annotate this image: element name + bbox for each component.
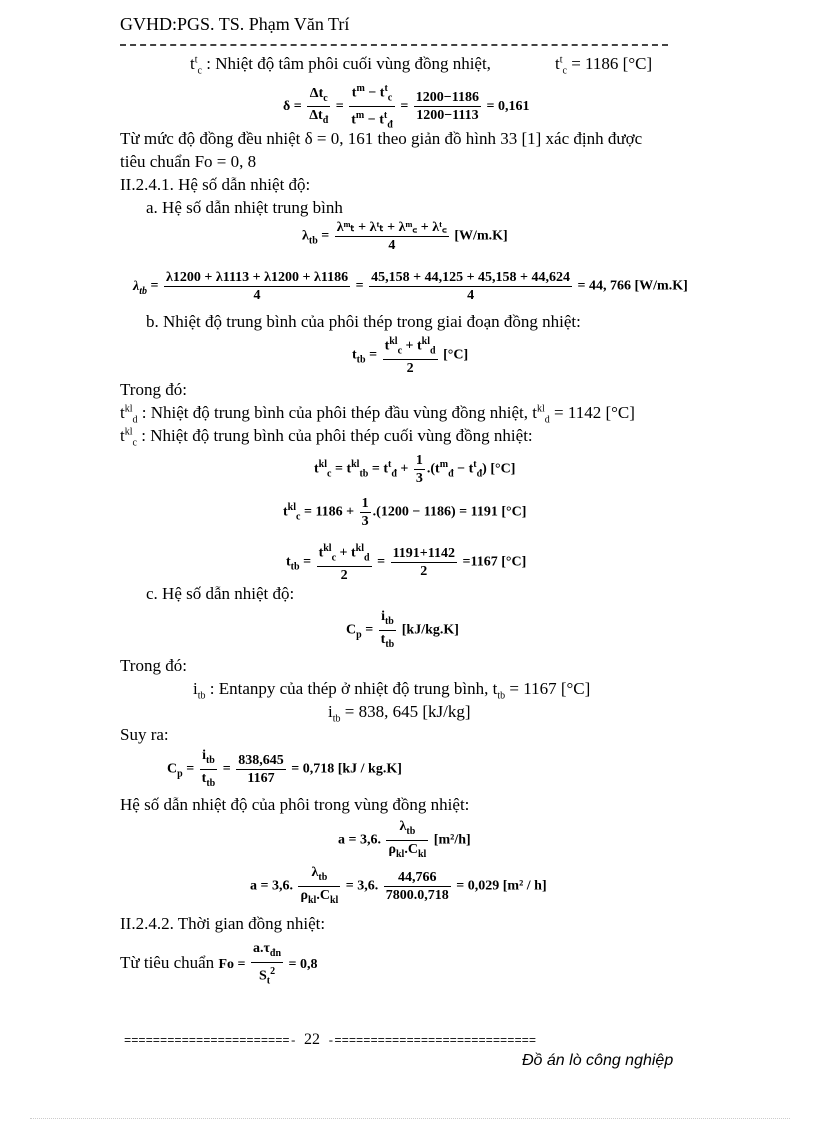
- ttb-equation: $t_{tb}$ = $\frac{t^{kl}_c + t^{kl}_d}{2}$ [°C]: [352, 333, 468, 377]
- lambda-tb-equation: $\lambda_{tb}$ = $\frac{\text{λᵐₜ + λᵗₜ + λᵐ꜀ + λᵗ꜀}}{4}$ [W/m.K]: [302, 220, 508, 253]
- cp-numeric-equation: $C_p$ = $\frac{i_{tb}}{t_{tb}}$ = $\frac{838,645}{1167}$ = 0,718 [kJ / kg.K]: [167, 748, 402, 789]
- fo-line: Từ tiêu chuẩn Fo = $\frac{a.\tau_{đn}}{S_t^2}$ = 0,8: [120, 941, 318, 987]
- footer-line: =======================- 22 -============================: [124, 1031, 537, 1048]
- a-equation: a = 3,6. $\frac{\lambda_{tb}}{\rho_{kl}.C_{kl}}$ [m²/h]: [338, 819, 471, 860]
- tc-definition: $t^t_c$ : Nhiệt độ tâm phôi cuối vùng đồng nhiệt,: [190, 54, 491, 77]
- delta-equation: δ = $\frac{\Delta t_c}{\Delta t_đ}$ = $\frac{t^m - t^t_c}{t^m - t^t_đ}$ = $\frac{1200-1186}{1200-1113}$ = 0,161: [283, 80, 530, 134]
- item-b-label: b. Nhiệt độ trung bình của phôi thép trong giai đoạn đồng nhiệt:: [146, 312, 581, 331]
- header-title: GVHD:PGS. TS. Phạm Văn Trí: [120, 14, 350, 34]
- tc-def-symbol: t: [190, 54, 195, 73]
- lambda-tb-numeric: $\lambda_{tb}$ = $\frac{\lambda 1200 + \lambda 1113 + \lambda 1200 + \lambda 1186}{4}$ = $\frac{45,158 + 44,125 + 45,158 + 44,624}{4}$ = 44, 766 [W/m.K]: [133, 270, 688, 303]
- trong-do-2: Trong đó:: [120, 656, 187, 675]
- paragraph-1b: tiêu chuẩn Fo = 0, 8: [120, 152, 257, 171]
- section-heading-2: II.2.4.2. Thời gian đồng nhiệt:: [120, 914, 326, 933]
- cp-equation: $C_p$ = $\frac{i_{tb}}{t_{tb}}$ [kJ/kg.K]: [346, 609, 459, 650]
- section-heading-1: II.2.4.1. Hệ số dẫn nhiệt độ:: [120, 175, 311, 194]
- page-number: 22: [304, 1031, 321, 1048]
- tkld-line: $t^{kl}_d$ : Nhiệt độ trung bình của phôi thép đầu vùng đồng nhiệt, $t^{kl}_d = 1142$ [°C]: [120, 403, 635, 426]
- suy-ra: Suy ra:: [120, 725, 169, 744]
- item-c-label: c. Hệ số dẫn nhiệt độ:: [146, 584, 295, 603]
- tklc-equation-1: $t^{kl}_c = t^{kl}_{tb} = t^t_đ$ + $\frac{1}{3}$ $.(t^m_đ - t^t_đ)$ [°C]: [314, 453, 516, 486]
- paragraph-1a: Từ mức độ đồng đều nhiệt δ = 0, 161 theo giản đồ hình 33 [1] xác định được: [120, 129, 643, 148]
- bottom-divider: [30, 1118, 790, 1119]
- itb-line: $i_{tb}$ : Entanpy của thép ở nhiệt độ trung bình, $t_{tb} = 1167$ [°C]: [193, 679, 591, 702]
- itb-value: $i_{tb} = 838$, 645 [kJ/kg]: [328, 702, 471, 725]
- tc-value: $t^t_c = 1186$ [°C]: [555, 54, 653, 77]
- item-a-label: a. Hệ số dẫn nhiệt trung bình: [146, 198, 343, 217]
- tklc-equation-2: $t^{kl}_c = 1186$ + $\frac{1}{3}$ .(1200 − 1186) = 1191 [°C]: [283, 496, 527, 529]
- paragraph-he-so: Hệ số dẫn nhiệt độ của phôi trong vùng đồng nhiệt:: [120, 795, 470, 814]
- header-divider: [120, 44, 668, 46]
- tklc-line: $t^{kl}_c$ : Nhiệt độ trung bình của phôi thép cuối vùng đồng nhiệt:: [120, 426, 533, 449]
- a-numeric-equation: a = 3,6. $\frac{\lambda_{tb}}{\rho_{kl}.C_{kl}}$ = 3,6. $\frac{44,766}{7800.0,718}$ = 0,029 [m² / h]: [250, 865, 547, 906]
- ttb-equation-2: $t_{tb}$ = $\frac{t^{kl}_c + t^{kl}_d}{2}$ = $\frac{1191+1142}{2}$ =1167 [°C]: [286, 540, 526, 584]
- trong-do-1: Trong đó:: [120, 380, 187, 399]
- footer-course: Đồ án lò công nghiệp: [522, 1052, 674, 1069]
